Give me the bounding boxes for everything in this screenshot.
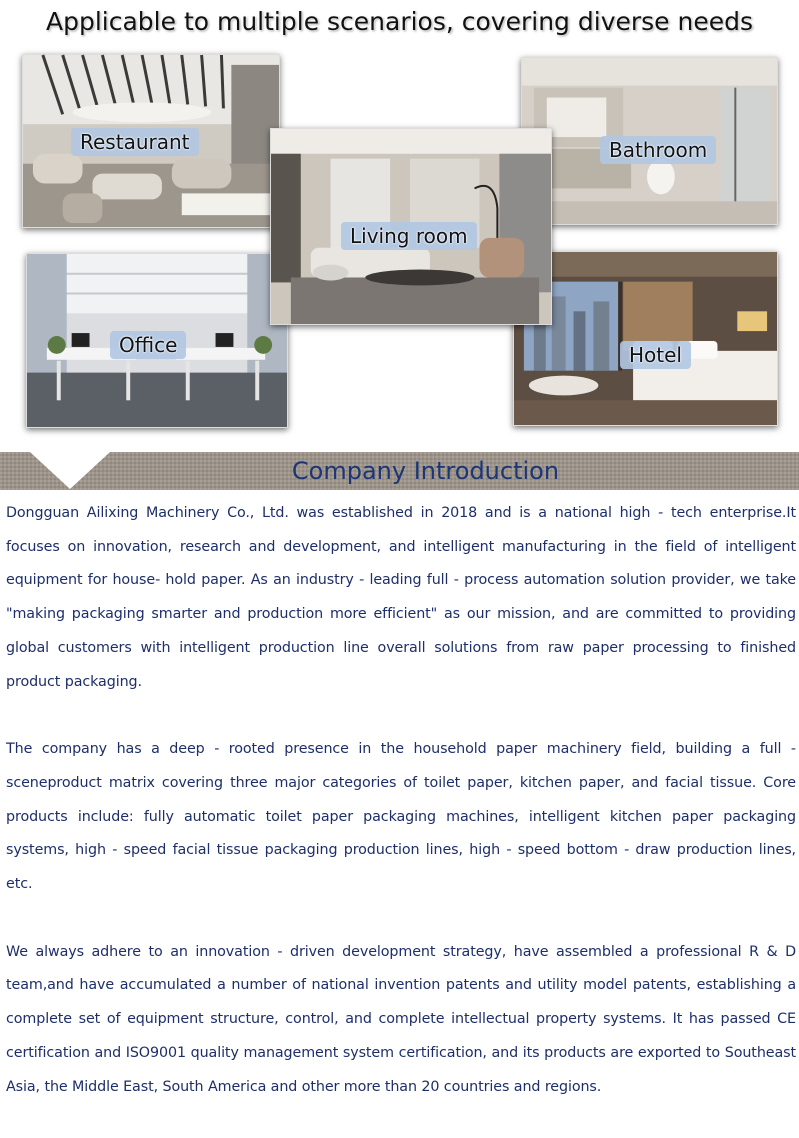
bathroom-photo	[521, 57, 778, 225]
living-room-photo	[270, 128, 552, 325]
office-label: Office	[110, 331, 186, 359]
intro-paragraph-2: The company has a deep - rooted presence in the household paper machinery field, building a full - sceneproduct matrix covering three major categories of toilet paper, kitchen paper, and facial tissue. Core products include: fully automatic toilet paper packaging machines, intelligent kitchen paper packaging systems, high - speed facial tissue packaging production lines, high - speed bottom - draw production lines, etc.	[6, 741, 796, 893]
living-room-label: Living room	[341, 222, 477, 250]
bathroom-label: Bathroom	[600, 136, 716, 164]
hotel-photo	[513, 251, 778, 426]
hotel-illustration	[514, 252, 777, 425]
company-introduction-text	[6, 497, 796, 1138]
office-photo	[26, 253, 288, 428]
page-headline: Applicable to multiple scenarios, covering diverse needs	[46, 7, 753, 36]
restaurant-label: Restaurant	[71, 128, 199, 156]
section-title: Company Introduction	[291, 457, 560, 485]
intro-paragraph-1: Dongguan Ailixing Machinery Co., Ltd. was established in 2018 and is a national high - tech enterprise.It focuses on innovation, research and development, and intelligent manufacturing in the field of intelligent equipment for house- hold paper. As an industry - leading full - process automation solution provider, we take "making packaging smarter and production more efficient" as our mission, and are committed to providing global customers with intelligent production line overall solutions from raw paper processing to finished product packaging.	[6, 505, 796, 690]
restaurant-photo	[22, 54, 280, 228]
hotel-label: Hotel	[620, 341, 691, 369]
intro-paragraph-3: We always adhere to an innovation - driven development strategy, have assembled a professional R & D team,and have accumulated a number of national invention patents and utility model patents, establishing a complete set of equipment structure, control, and complete intellectual property systems. It has passed CE certification and ISO9001 quality management system certification, and its products are exported to Southeast Asia, the Middle East, South America and other more than 20 countries and regions.	[6, 943, 796, 1095]
section-header-band	[0, 452, 799, 490]
